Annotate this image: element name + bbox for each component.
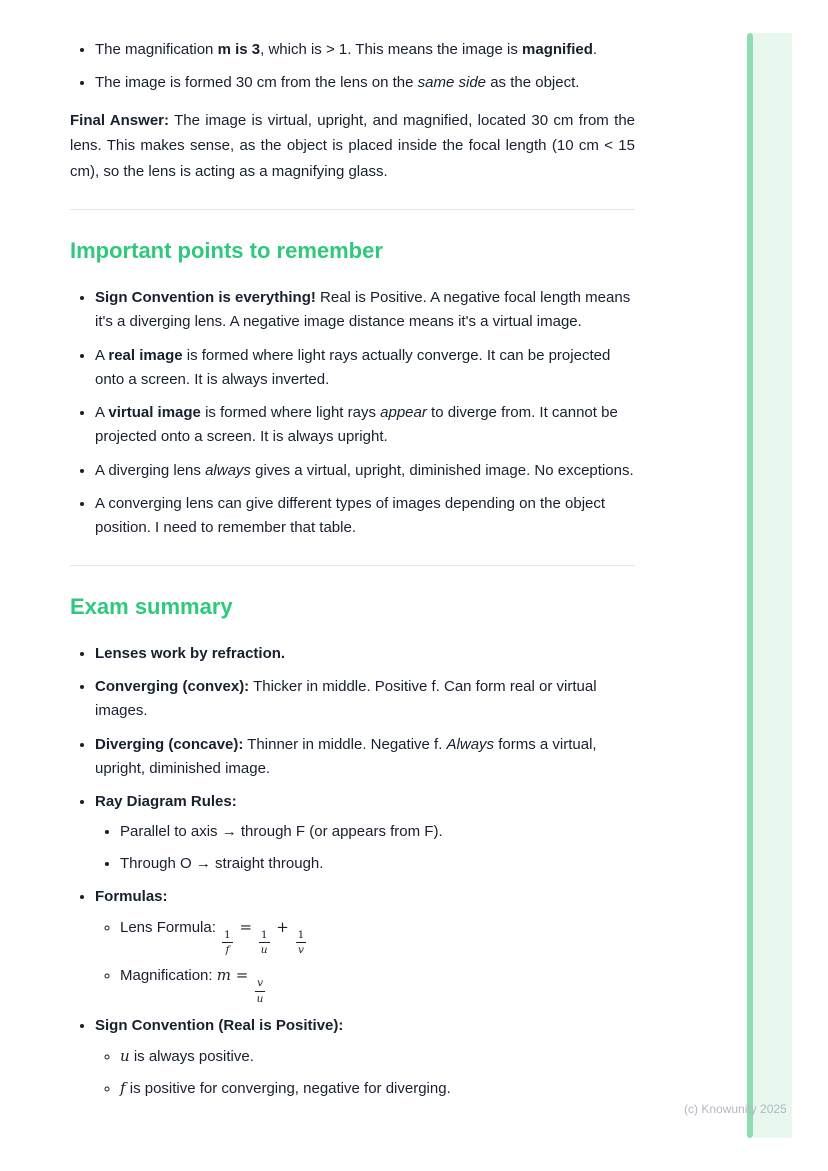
section-heading-important-points: Important points to remember	[70, 237, 383, 263]
text-segment: The image is formed 30 cm from the lens on the	[95, 74, 418, 92]
text-segment: magnified	[522, 41, 593, 58]
list-item	[95, 885, 635, 1005]
list-item	[95, 492, 635, 541]
watermark: (c) Knowunity 2025	[684, 1102, 787, 1116]
text-segment: Formulas:	[95, 888, 168, 906]
text-segment: is formed where light rays	[200, 404, 381, 422]
text-segment: .	[592, 41, 598, 58]
text-segment: Ray Diagram Rules:	[95, 793, 237, 811]
section-divider-2	[70, 565, 635, 566]
text-segment: is positive for converging, negative for diverging.	[125, 1080, 451, 1098]
list-item	[95, 733, 635, 782]
text-segment: , which is > 1. This means the image is	[260, 41, 523, 58]
exam-summary-list	[70, 642, 635, 1102]
text-segment: =	[234, 918, 257, 937]
section-divider	[70, 209, 635, 210]
list-item	[95, 459, 635, 483]
math-fraction	[255, 977, 265, 1004]
text-segment: real image	[108, 346, 183, 364]
text-segment: =	[230, 966, 254, 985]
text-segment: Parallel to axis → through F (or appears from F).	[120, 823, 443, 841]
list-item	[95, 642, 635, 666]
fraction-numerator: 1	[222, 929, 233, 943]
list-item	[95, 401, 635, 450]
top-bullet-list	[70, 38, 635, 96]
list-item	[120, 915, 635, 956]
list-item	[95, 344, 635, 393]
fraction-denominator: u	[260, 944, 268, 957]
list-item	[95, 286, 635, 335]
sub-list	[95, 820, 635, 876]
fraction-numerator: v	[255, 977, 265, 991]
text-segment: same side	[417, 74, 487, 92]
text-segment: Always	[446, 735, 495, 753]
text-segment: Thicker in middle. Positive f. Can form real or virtual images.	[95, 677, 597, 720]
text-segment: Lenses work by refraction.	[95, 644, 286, 662]
list-item	[95, 675, 635, 724]
section-heading-exam-summary: Exam summary	[70, 593, 233, 619]
text-segment: as the object.	[486, 74, 580, 92]
fraction-numerator: 1	[259, 929, 270, 943]
text-segment: A diverging lens	[95, 461, 206, 479]
text-segment: m is 3	[217, 41, 261, 58]
text-segment: u	[120, 1046, 130, 1065]
fraction-denominator: u	[256, 992, 264, 1005]
final-answer-paragraph	[70, 108, 635, 185]
text-segment: +	[271, 918, 294, 937]
text-segment: A	[95, 346, 109, 364]
text-segment: Magnification:	[120, 967, 217, 985]
text-segment: Final Answer:	[70, 111, 169, 129]
list-item	[95, 1014, 635, 1102]
list-item	[120, 820, 635, 844]
page-edge-accent-line	[747, 33, 753, 1138]
text-segment: The image is virtual, upright, and magnified, located 30 cm from the lens. This makes sense, as the object is placed inside the focal length (10 cm < 15 cm), so the lens is acting as a magnifying glass.	[70, 111, 635, 181]
list-item	[95, 38, 635, 62]
text-segment: Through O → straight through.	[120, 854, 324, 872]
text-segment: Lens Formula:	[120, 919, 221, 937]
text-segment: always	[205, 461, 251, 479]
text-segment: f	[120, 1079, 126, 1098]
text-segment: Converging (convex):	[95, 677, 250, 695]
list-item	[120, 852, 635, 876]
list-item	[95, 790, 635, 876]
text-segment: to diverge from. It cannot be projected onto a screen. It is always upright.	[95, 404, 618, 446]
text-segment: m	[216, 966, 231, 985]
important-points-list	[70, 286, 635, 541]
list-item	[120, 1044, 635, 1069]
list-item	[95, 71, 635, 95]
text-segment: Real is Positive. A negative focal length means it's a diverging lens. A negative image distance means it's a virtual image.	[95, 288, 631, 331]
text-segment: is formed where light rays actually converge. It can be projected onto a screen. It is always inverted.	[95, 346, 611, 388]
text-segment: is always positive.	[129, 1047, 254, 1065]
math-fraction	[259, 929, 270, 956]
fraction-numerator: 1	[296, 929, 307, 943]
text-segment: A	[95, 404, 109, 422]
text-segment: gives a virtual, upright, diminished image. No exceptions.	[250, 461, 634, 479]
fraction-denominator: v	[298, 944, 304, 957]
text-segment: Diverging (concave):	[95, 735, 244, 753]
list-item	[120, 1076, 635, 1101]
list-item	[120, 963, 635, 1004]
text-segment: A converging lens can give different types of images depending on the object position. I need to remember that table.	[95, 495, 606, 537]
page-edge-accent-strip	[753, 33, 792, 1138]
sub-list	[95, 915, 635, 1004]
text-segment: Sign Convention (Real is Positive):	[95, 1016, 344, 1034]
fraction-denominator: f	[225, 944, 230, 957]
math-fraction	[222, 929, 233, 956]
text-segment: Thinner in middle. Negative f.	[243, 735, 447, 753]
document-page	[70, 38, 635, 1110]
sub-list	[95, 1044, 635, 1102]
text-segment: forms a virtual, upright, diminished image.	[95, 735, 597, 777]
text-segment: virtual image	[108, 404, 201, 422]
text-segment: Sign Convention is everything!	[95, 288, 316, 306]
text-segment: appear	[380, 404, 427, 422]
text-segment: The magnification	[95, 41, 218, 58]
math-fraction	[296, 929, 307, 956]
